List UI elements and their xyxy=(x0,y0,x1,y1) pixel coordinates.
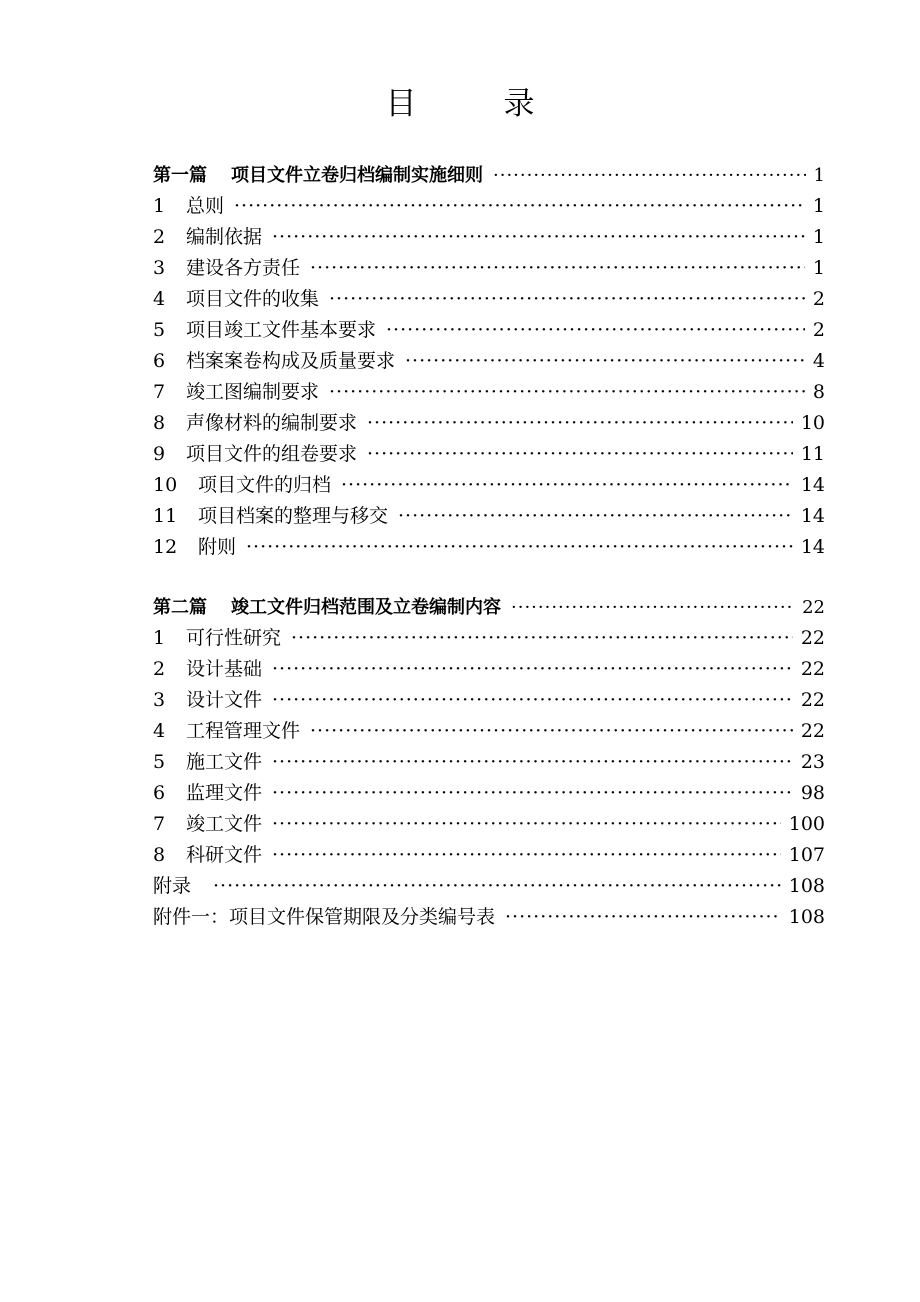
page-number: 1 xyxy=(812,195,825,217)
entry-number: 4 xyxy=(153,288,166,310)
dot-leader xyxy=(511,592,794,623)
toc-appendix xyxy=(153,871,825,902)
toc-part-2 xyxy=(153,592,825,933)
entry-label: 施工文件 xyxy=(186,751,263,773)
page-number: 22 xyxy=(800,627,825,649)
entry-label: 总则 xyxy=(186,195,225,217)
page-number: 23 xyxy=(800,751,825,773)
part-title: 竣工文件归档范围及立卷编制内容 xyxy=(231,597,501,618)
page-number: 2 xyxy=(812,319,825,341)
toc-part-heading xyxy=(153,592,825,623)
dot-leader xyxy=(234,191,805,222)
entry-label: 设计基础 xyxy=(186,658,263,680)
dot-leader xyxy=(398,501,793,532)
entry-label: 监理文件 xyxy=(186,782,263,804)
page-number: 4 xyxy=(812,350,825,372)
page-number: 11 xyxy=(800,443,825,465)
entry-number: 1 xyxy=(153,195,166,217)
toc-attachment xyxy=(153,902,825,933)
entry-number: 10 xyxy=(153,474,178,496)
entry-number: 9 xyxy=(153,443,166,465)
toc-entry xyxy=(153,408,825,439)
dot-leader xyxy=(329,284,805,315)
toc-entry xyxy=(153,532,825,563)
entry-label: 竣工文件 xyxy=(186,813,263,835)
entry-number: 3 xyxy=(153,689,166,711)
entry-label: 附则 xyxy=(198,536,237,558)
dot-leader xyxy=(386,315,805,346)
entry-number: 7 xyxy=(153,813,166,835)
page-number: 1 xyxy=(812,226,825,248)
entry-number: 4 xyxy=(153,720,166,742)
part-title: 项目文件立卷归档编制实施细则 xyxy=(231,165,483,186)
toc-entry xyxy=(153,222,825,253)
toc-entry xyxy=(153,747,825,778)
dot-leader xyxy=(213,871,781,902)
entry-number: 8 xyxy=(153,412,166,434)
entry-label: 科研文件 xyxy=(186,844,263,866)
entry-label: 声像材料的编制要求 xyxy=(186,412,358,434)
part-prefix: 第一篇 xyxy=(153,165,207,186)
entry-number: 6 xyxy=(153,350,166,372)
page-number: 14 xyxy=(800,536,825,558)
toc-entry xyxy=(153,501,825,532)
dot-leader xyxy=(246,532,793,563)
dot-leader xyxy=(272,654,793,685)
dot-leader xyxy=(493,160,806,191)
page-number: 10 xyxy=(800,412,825,434)
toc-entry xyxy=(153,439,825,470)
entry-label: 档案案卷构成及质量要求 xyxy=(186,350,396,372)
dot-leader xyxy=(405,346,805,377)
page-number: 22 xyxy=(802,597,825,618)
toc-entry xyxy=(153,778,825,809)
entry-label: 竣工图编制要求 xyxy=(186,381,320,403)
page-number: 98 xyxy=(800,782,825,804)
entry-number: 6 xyxy=(153,782,166,804)
toc-title: 目 录 xyxy=(385,86,563,122)
dot-leader xyxy=(367,439,793,470)
entry-number: 7 xyxy=(153,381,166,403)
entry-label: 可行性研究 xyxy=(186,627,282,649)
attachment-label: 附件一：项目文件保管期限及分类编号表 xyxy=(153,906,496,928)
page-number: 1 xyxy=(812,257,825,279)
toc-entry xyxy=(153,377,825,408)
page-number: 2 xyxy=(812,288,825,310)
page-number: 22 xyxy=(800,658,825,680)
entry-number: 5 xyxy=(153,319,166,341)
dot-leader xyxy=(505,902,781,933)
entry-number: 11 xyxy=(153,505,178,527)
page-number: 8 xyxy=(812,381,825,403)
dot-leader xyxy=(272,685,793,716)
entry-number: 5 xyxy=(153,751,166,773)
page-number: 14 xyxy=(800,505,825,527)
dot-leader xyxy=(310,716,793,747)
toc-part-heading xyxy=(153,160,825,191)
entry-number: 2 xyxy=(153,658,166,680)
dot-leader xyxy=(272,747,793,778)
toc-entry xyxy=(153,284,825,315)
appendix-label: 附录 xyxy=(153,875,192,897)
entry-label: 设计文件 xyxy=(186,689,263,711)
page-number: 22 xyxy=(800,720,825,742)
dot-leader xyxy=(310,253,805,284)
entry-label: 项目文件的归档 xyxy=(198,474,332,496)
entry-number: 8 xyxy=(153,844,166,866)
toc-entry xyxy=(153,346,825,377)
page-number: 14 xyxy=(800,474,825,496)
toc-entry xyxy=(153,685,825,716)
toc-entry xyxy=(153,315,825,346)
entry-number: 3 xyxy=(153,257,166,279)
toc-entry xyxy=(153,470,825,501)
entry-label: 编制依据 xyxy=(186,226,263,248)
toc-entry xyxy=(153,809,825,840)
dot-leader xyxy=(272,809,781,840)
page-number: 108 xyxy=(788,875,825,897)
dot-leader xyxy=(272,222,805,253)
page-number: 108 xyxy=(788,906,825,928)
entry-label: 建设各方责任 xyxy=(186,257,301,279)
page-number: 100 xyxy=(788,813,825,835)
toc-entry xyxy=(153,623,825,654)
entry-label: 项目竣工文件基本要求 xyxy=(186,319,377,341)
entry-number: 1 xyxy=(153,627,166,649)
page-number: 107 xyxy=(788,844,825,866)
toc-entry xyxy=(153,840,825,871)
dot-leader xyxy=(272,778,793,809)
entry-label: 项目文件的收集 xyxy=(186,288,320,310)
entry-label: 工程管理文件 xyxy=(186,720,301,742)
part-prefix: 第二篇 xyxy=(153,597,207,618)
entry-number: 12 xyxy=(153,536,178,558)
toc-part-1 xyxy=(153,160,825,563)
toc-entry xyxy=(153,654,825,685)
page-number: 1 xyxy=(813,165,825,186)
dot-leader xyxy=(341,470,793,501)
page-number: 22 xyxy=(800,689,825,711)
entry-number: 2 xyxy=(153,226,166,248)
toc-entry xyxy=(153,191,825,222)
dot-leader xyxy=(329,377,805,408)
dot-leader xyxy=(367,408,793,439)
entry-label: 项目档案的整理与移交 xyxy=(198,505,389,527)
toc-entry xyxy=(153,253,825,284)
dot-leader xyxy=(272,840,781,871)
entry-label: 项目文件的组卷要求 xyxy=(186,443,358,465)
dot-leader xyxy=(291,623,793,654)
toc-entry xyxy=(153,716,825,747)
